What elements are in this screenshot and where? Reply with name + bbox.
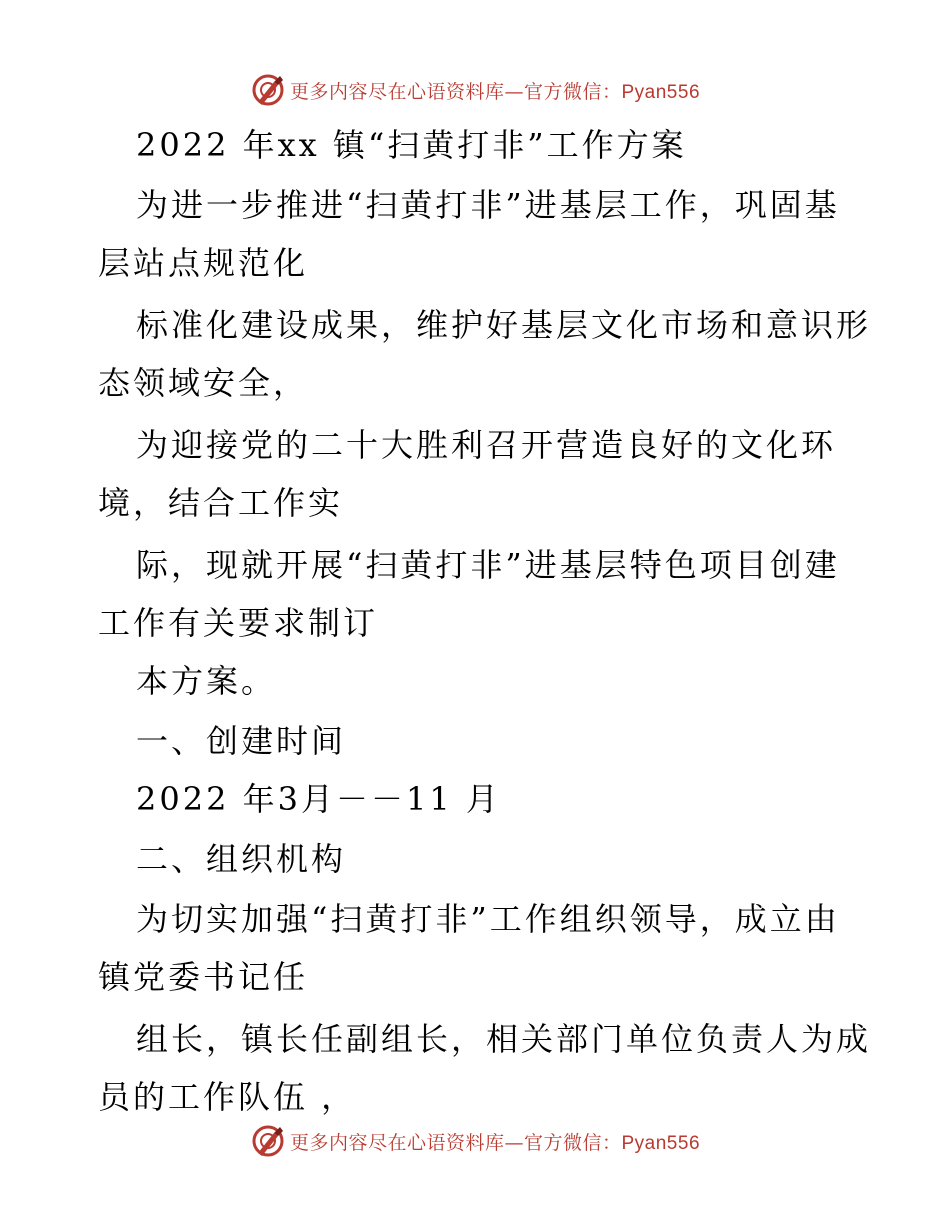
paragraph-line: 2022 年3月－－11 月: [136, 780, 501, 818]
header-watermark: [0, 70, 950, 110]
paragraph-line: 态领域安全，: [98, 364, 309, 402]
watermark-text: 更多内容尽在心语资料库—官方微信：Pyan556: [289, 80, 701, 103]
paragraph-line: 层站点规范化: [98, 244, 309, 282]
footer-watermark: [0, 1121, 950, 1161]
paragraph-line: 工作有关要求制订: [98, 604, 379, 642]
paragraph-line: 组长，镇长任副组长，相关部门单位负责人为成: [136, 1020, 872, 1058]
paragraph-line: 为进一步推进“扫黄打非”进基层工作，巩固基: [136, 186, 840, 224]
paragraph-line: 际，现就开展“扫黄打非”进基层特色项目创建: [136, 546, 840, 584]
section-heading: 一、创建时间: [136, 722, 347, 760]
paragraph-line: 标准化建设成果，维护好基层文化市场和意识形: [136, 306, 872, 344]
paragraph-line: 员的工作队伍 ，: [98, 1078, 357, 1116]
paragraph-line: 镇党委书记任: [98, 958, 309, 996]
watermark-text: 更多内容尽在心语资料库—官方微信：Pyan556: [289, 1131, 701, 1154]
pen-logo-icon: [250, 1123, 286, 1159]
pen-logo-icon: [250, 72, 286, 108]
paragraph-line: 为迎接党的二十大胜利召开营造良好的文化环: [136, 426, 837, 464]
paragraph-line: 境，结合工作实: [98, 484, 344, 522]
paragraph-line: 本方案。: [136, 662, 277, 700]
section-heading: 二、组织机构: [136, 840, 347, 878]
document-title: 2022 年xx 镇“扫黄打非”工作方案: [136, 126, 687, 164]
paragraph-line: 为切实加强“扫黄打非”工作组织领导，成立由: [136, 900, 840, 938]
